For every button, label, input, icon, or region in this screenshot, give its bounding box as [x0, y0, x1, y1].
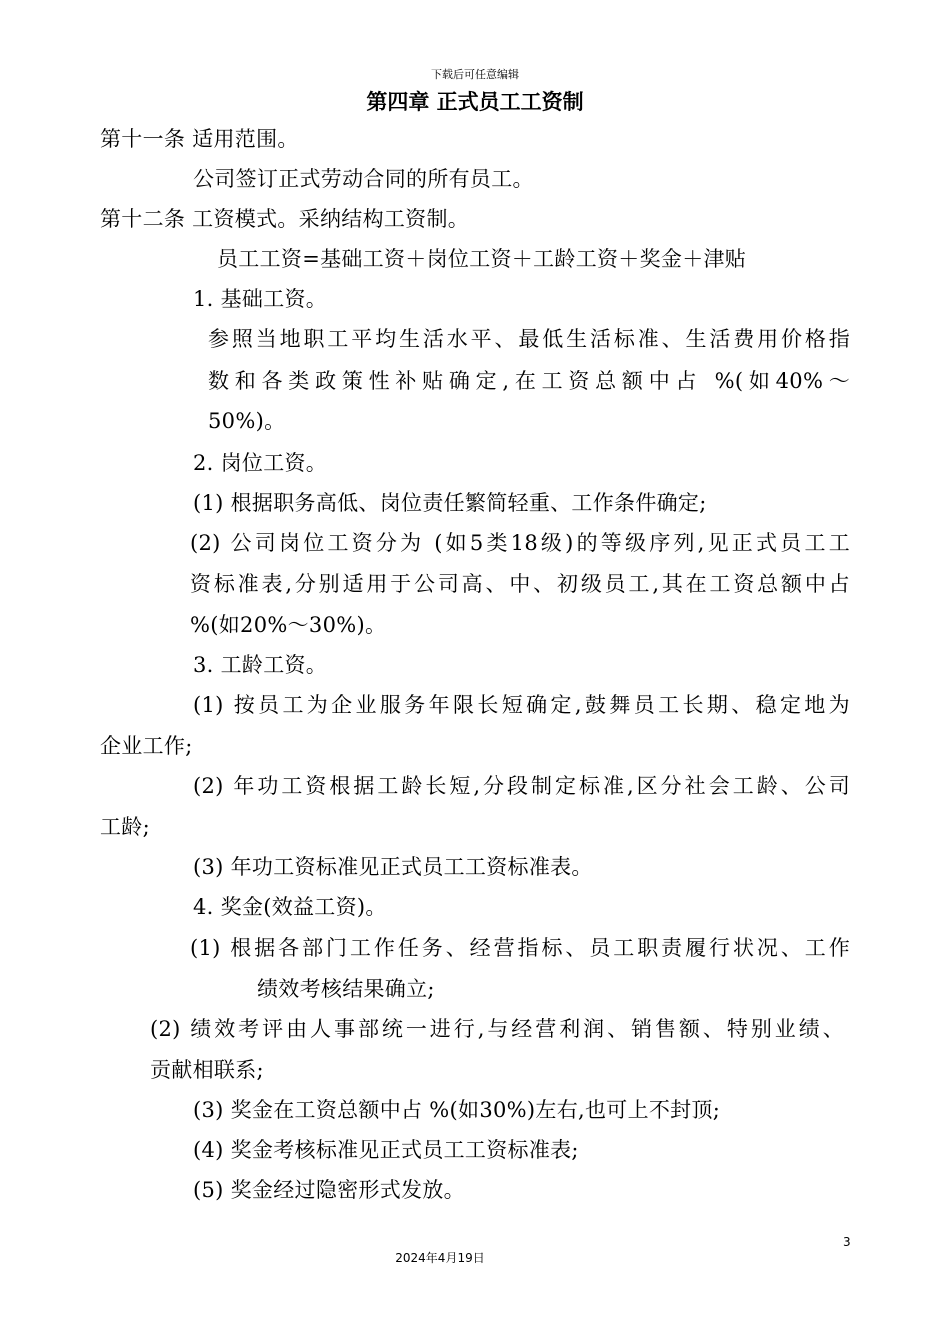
item-4-point-3: (3) 奖金在工资总额中占 %(如30%)左右,也可上不封顶; [193, 1098, 721, 1122]
item-1-text-line2: 数和各类政策性补贴确定,在工资总额中占 %(如40%～ [208, 369, 850, 393]
item-1-text-line3: 50%)。 [208, 409, 286, 433]
footer-date: 2024年4月19日 [395, 1251, 485, 1265]
article-11-body: 公司签订正式劳动合同的所有员工。 [193, 167, 534, 191]
article-12-heading: 第十二条 工资模式。采纳结构工资制。 [100, 207, 470, 231]
item-2-point-2-line3: %(如20%～30%)。 [190, 613, 387, 637]
page-number: 3 [843, 1235, 851, 1249]
item-2-point-2-line2: 资标准表,分别适用于公司高、中、初级员工,其在工资总额中占 [190, 572, 850, 596]
header-note: 下载后可任意编辑 [431, 68, 519, 81]
item-4-heading: 4. 奖金(效益工资)。 [193, 895, 387, 919]
item-4-point-2-line2: 贡献相联系; [150, 1058, 264, 1082]
article-11-heading: 第十一条 适用范围。 [100, 127, 299, 151]
item-3-heading: 3. 工龄工资。 [193, 653, 328, 677]
item-3-point-1-line1: (1) 按员工为企业服务年限长短确定,鼓舞员工长期、稳定地为 [193, 693, 850, 717]
chapter-title: 第四章 正式员工工资制 [366, 90, 584, 114]
item-2-point-2-line1: (2) 公司岗位工资分为 (如5类18级)的等级序列,见正式员工工 [190, 531, 850, 555]
salary-formula: 员工工资=基础工资＋岗位工资＋工龄工资＋奖金＋津贴 [217, 247, 747, 271]
item-3-point-1-line2: 企业工作; [100, 734, 193, 758]
item-4-point-2-line1: (2) 绩效考评由人事部统一进行,与经营利润、销售额、特别业绩、 [150, 1017, 844, 1041]
item-3-point-2-line2: 工龄; [100, 815, 150, 839]
item-2-heading: 2. 岗位工资。 [193, 451, 328, 475]
item-4-point-5: (5) 奖金经过隐密形式发放。 [193, 1178, 465, 1202]
item-3-point-3: (3) 年功工资标准见正式员工工资标准表。 [193, 855, 593, 879]
item-4-point-1-line1: (1) 根据各部门工作任务、经营指标、员工职责履行状况、工作 [190, 936, 850, 960]
item-3-point-2-line1: (2) 年功工资根据工龄长短,分段制定标准,区分社会工龄、公司 [193, 774, 850, 798]
item-4-point-4: (4) 奖金考核标准见正式员工工资标准表; [193, 1138, 579, 1162]
item-1-heading: 1. 基础工资。 [193, 287, 328, 311]
item-2-point-1: (1) 根据职务高低、岗位责任繁简轻重、工作条件确定; [193, 491, 707, 515]
item-1-text-line1: 参照当地职工平均生活水平、最低生活标准、生活费用价格指 [208, 327, 850, 351]
item-4-point-1-line2: 绩效考核结果确立; [257, 977, 435, 1001]
